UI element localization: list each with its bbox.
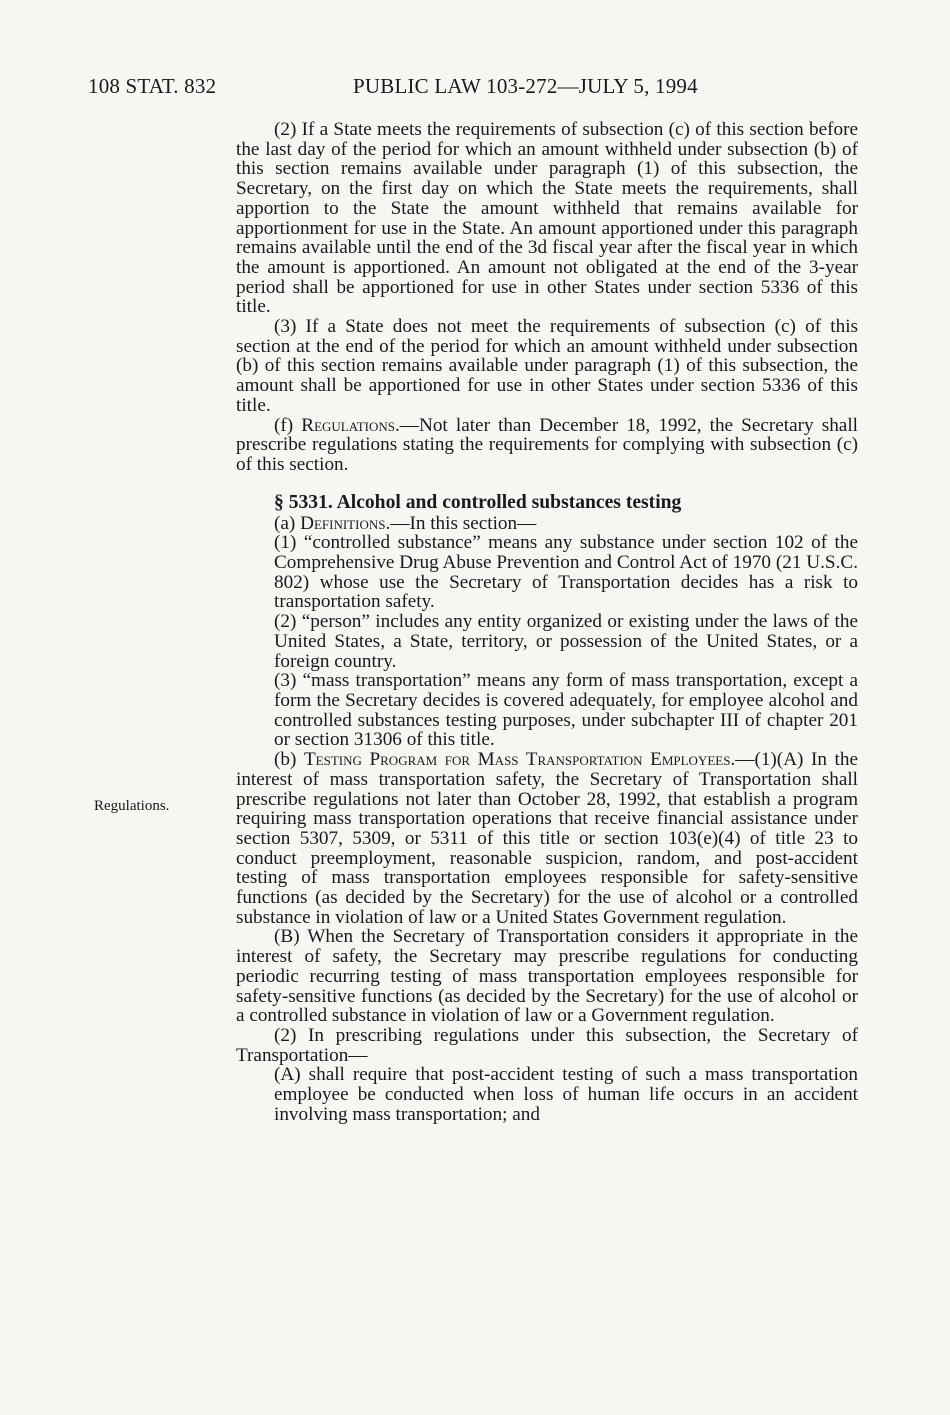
paragraph-text: .—(1)(A) In the interest of mass transportation safety, the Secretary of Transportation shall prescribe regulations not later than October 28, 1992, that establish a program requiring mass transportation operations that receive financial assistance under section 5307, 5309, or 5311 of this title or section 103(e)(4) of title 23 to conduct preemployment, reasonable suspicion, random, and post-accident testing of mass transportation employees responsible for safety-sensitive functions (as decided by the Secretary) for the use of alcohol or a controlled substance in violation of law or a United States Government regulation. (236, 749, 859, 928)
paragraph-b (236, 750, 858, 927)
subsection-heading: Testing Program for Mass Transportation Employees (303, 749, 731, 771)
body-text (236, 120, 858, 1124)
paragraph-a (236, 514, 858, 534)
paragraph-b2A: (A) shall require that post-accident testing of such a mass transportation employee be conducted when loss of human life occurs in an accident involving mass transportation; and (274, 1064, 858, 1125)
paragraph-label: (f) (274, 414, 302, 436)
subsection-heading: Regulations (301, 414, 395, 436)
stat-page-number: 108 STAT. 832 (88, 74, 217, 98)
paragraph-b2: (2) In prescribing regulations under this subsection, the Secretary of Transportation— (236, 1024, 858, 1066)
paragraph-label: (b) (274, 749, 304, 771)
paragraph-e2: (2) If a State meets the requirements of subsection (c) of this section before the last day of the period for which an amount withheld under subsection (b) of this section remains available under paragraph (1) of this subsection, the Secretary, on the first day on which the State meets the requirements, shall apportion to the State the amount withheld that remains available for apportionment for use in the State. An amount apportioned under this paragraph remains available until the end of the 3d fiscal year after the fiscal year in which the amount is apportioned. An amount not obligated at the end of the 3-year period shall be apportioned for use in other States under section 5336 of this title. (236, 119, 858, 318)
paragraph-f (236, 416, 858, 475)
paragraph-a2: (2) “person” includes any entity organized or existing under the laws of the United States, a State, territory, or possession of the United States, or a foreign country. (274, 611, 858, 672)
running-head: PUBLIC LAW 103-272—JULY 5, 1994 (353, 74, 698, 98)
subsection-heading: Definitions (300, 512, 386, 534)
margin-note-regulations: Regulations. (94, 798, 170, 814)
paragraph-text: .—In this section— (385, 512, 537, 534)
paragraph-a1: (1) “controlled substance” means any substance under section 102 of the Comprehensive Drug Abuse Prevention and Control Act of 1970 (21 U.S.C. 802) whose use the Secretary of Transportation decides has a risk to transportation safety. (274, 532, 858, 613)
paragraph-e3: (3) If a State does not meet the requirements of subsection (c) of this section at the end of the period for which an amount withheld under subsection (b) of this section remains available under paragraph (1) of this subsection, the amount shall be apportioned for use in other States under section 5336 of this title. (236, 316, 858, 416)
paragraph-label: (a) (274, 512, 301, 534)
paragraph-a3: (3) “mass transportation” means any form of mass transportation, except a form the Secretary decides is covered adequately, for employee alcohol and controlled substances testing purposes, under subchapter III of chapter 201 or section 31306 of this title. (274, 670, 858, 751)
paragraph-b1B: (B) When the Secretary of Transportation considers it appropriate in the interest of safety, the Secretary may prescribe regulations for conducting periodic recurring testing of mass transportation employees responsible for safety-sensitive functions (as decided by the Secretary) for the use of alcohol or a controlled substance in violation of law or a Government regulation. (236, 926, 858, 1027)
section-heading: § 5331. Alcohol and controlled substances testing (274, 491, 682, 513)
paragraph-text: .—Not later than December 18, 1992, the Secretary shall prescribe regulations stating the requirements for complying with subsection (c) of this section. (236, 414, 858, 475)
